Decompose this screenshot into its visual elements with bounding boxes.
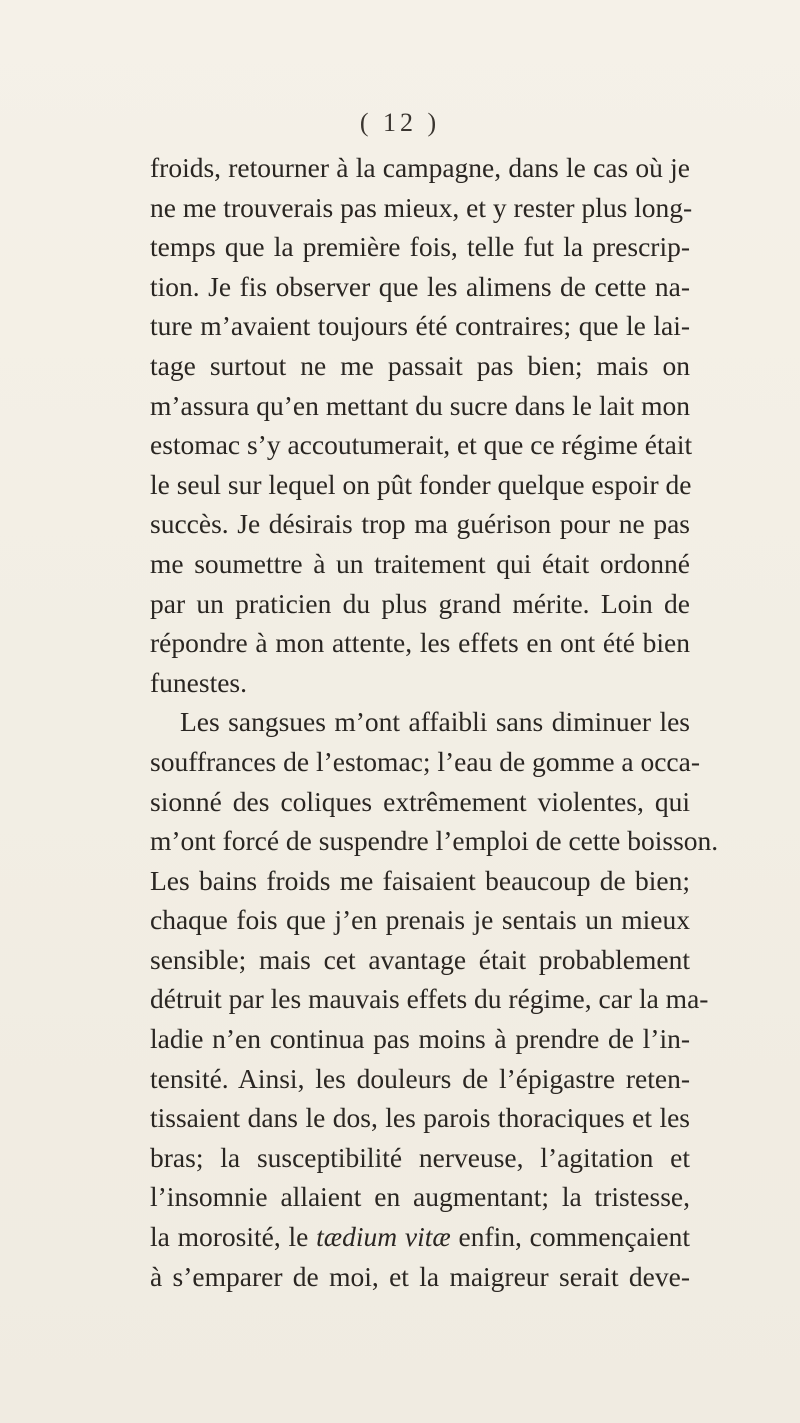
page-number: ( 12 ) (359, 108, 441, 137)
text-line: sionné des coliques extrêmement violentes, qui (150, 785, 690, 817)
text-line: ture m’avaient toujours été contraires; que le lai- (150, 310, 690, 342)
text-line: l’insomnie allaient en augmentant; la tristesse, (150, 1181, 690, 1213)
text-line: ladie n’en continua pas moins à prendre de l’in- (150, 1023, 690, 1055)
text-line: bras; la susceptibilité nerveuse, l’agitation et (150, 1141, 690, 1173)
text-line: souffrances de l’estomac; l’eau de gomme a occa- (150, 745, 700, 777)
text-line: détruit par les mauvais effets du régime, car la ma- (150, 983, 709, 1015)
text-line: chaque fois que j’en prenais je sentais un mieux (150, 904, 690, 936)
body-text (150, 148, 719, 1296)
text-line: tensité. Ainsi, les douleurs de l’épigastre reten- (150, 1062, 690, 1094)
text-line-paragraph-start: Les sangsues m’ont affaibli sans diminuer les (180, 706, 690, 738)
text-segment: enfin, commençaient (450, 1221, 690, 1253)
latin-phrase: tædium vitæ (316, 1221, 451, 1253)
text-line: m’ont forcé de suspendre l’emploi de cette boisson. (150, 825, 719, 857)
text-line: tion. Je fis observer que les alimens de cette na- (150, 270, 690, 302)
text-line: à s’emparer de moi, et la maigreur serait deve- (150, 1260, 690, 1292)
text-line: tage surtout ne me passait pas bien; mais on (150, 349, 690, 381)
text-line: répondre à mon attente, les effets en ont été bien (150, 627, 690, 659)
text-line: tissaient dans le dos, les parois thoraciques et les (150, 1102, 690, 1134)
text-line: froids, retourner à la campagne, dans le cas où je (150, 152, 690, 183)
text-line: ne me trouverais pas mieux, et y rester plus long- (150, 191, 693, 223)
text-line-with-latin (150, 1217, 690, 1257)
text-line: sensible; mais cet avantage était probablement (150, 943, 690, 975)
text-line: temps que la première fois, telle fut la prescrip- (150, 231, 690, 263)
text-line: me soumettre à un traitement qui était ordonné (150, 547, 690, 579)
text-line: estomac s’y accoutumerait, et que ce régime était (150, 429, 693, 461)
text-line: Les bains froids me faisaient beaucoup de bien; (150, 864, 690, 896)
text-line: succès. Je désirais trop ma guérison pour ne pas (150, 508, 690, 540)
text-line-paragraph-end: funestes. (150, 666, 247, 698)
text-segment: la morosité, le (150, 1221, 317, 1253)
text-line: le seul sur lequel on pût fonder quelque espoir de (150, 468, 692, 500)
text-line: par un praticien du plus grand mérite. Loin de (150, 587, 690, 619)
text-line: m’assura qu’en mettant du sucre dans le lait mon (150, 389, 690, 421)
